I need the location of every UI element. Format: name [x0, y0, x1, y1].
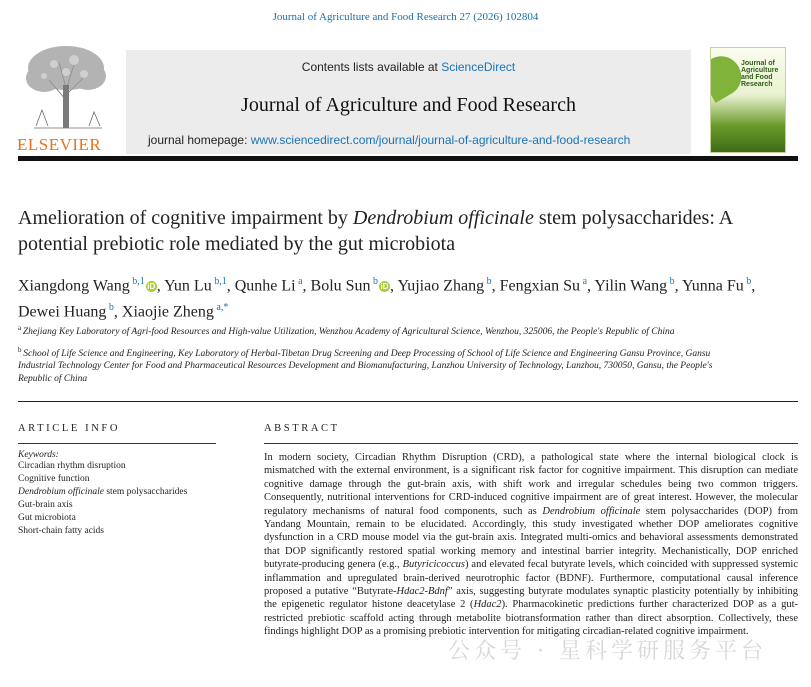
header-rule	[18, 156, 798, 161]
keyword-list	[18, 460, 216, 538]
author-name[interactable]: Yilin Wang	[594, 277, 668, 295]
author-affiliation-mark[interactable]: a	[295, 276, 303, 287]
author-name[interactable]: Yunna Fu	[681, 277, 744, 295]
title-part1: Amelioration of cognitive impairment by	[18, 207, 353, 229]
keyword-item: Cognitive function	[18, 474, 90, 484]
sciencedirect-link[interactable]: ScienceDirect	[441, 60, 516, 74]
journal-cover-thumbnail[interactable]	[710, 47, 786, 153]
author-name[interactable]: Yujiao Zhang	[397, 277, 485, 295]
journal-citation[interactable]: Journal of Agriculture and Food Research 27 (2026) 102804	[272, 11, 539, 23]
keyword-item: Gut microbiota	[18, 513, 76, 523]
orcid-icon[interactable]: iD	[147, 282, 156, 292]
title-italic: Dendrobium officinale	[352, 207, 534, 229]
elsevier-tree-icon	[14, 40, 120, 132]
watermark: 公众号 · 星科学研服务平台	[448, 639, 767, 664]
author-affiliation-mark[interactable]: a,*	[213, 302, 229, 314]
homepage-prefix: journal homepage:	[148, 133, 251, 147]
orcid-icon[interactable]: iD	[380, 282, 389, 292]
author-name[interactable]: Fengxian Su	[499, 277, 581, 295]
author-affiliation-mark[interactable]: b	[743, 276, 752, 287]
author-name[interactable]: Bolu Sun	[310, 277, 371, 295]
affiliation-mark: a	[18, 324, 23, 332]
abstract-rule	[264, 443, 798, 444]
affiliation-mark: b	[18, 345, 24, 354]
author-name[interactable]: Yun Lu	[164, 277, 212, 295]
elsevier-logo[interactable]	[14, 40, 120, 152]
article-info-rule	[18, 443, 216, 444]
keyword-item: Gut-brain axis	[18, 500, 73, 510]
contents-line	[126, 60, 691, 74]
article-info-heading: ARTICLE INFO	[18, 423, 121, 434]
cover-title: Journal of Agriculture and Food Research	[741, 60, 779, 88]
homepage-line	[148, 133, 630, 147]
journal-banner	[126, 50, 691, 154]
author-name[interactable]: Qunhe Li	[234, 277, 296, 295]
abstract-heading: ABSTRACT	[264, 423, 340, 434]
author-name[interactable]: Xiangdong Wang	[18, 277, 130, 295]
abstract-column	[264, 423, 798, 639]
author-name[interactable]: Xiaojie Zheng	[121, 303, 214, 321]
article-info-column	[18, 423, 216, 538]
keyword-item: Circadian rhythm disruption	[18, 461, 126, 471]
author-list: Xiangdong Wang $^{b,1}$ iD, Yun Lu $^{b,1}$, Qunhe Li $^a$, Bolu Sun $^b$ iD, Yujiao Zhang $^b$, Fengxian Su $^a$, Yilin Wang $^b$, Yunna Fu $^b$, Dewei Huang $^b$, Xiaojie Zheng $^{a,*}$	[18, 276, 756, 321]
author-name[interactable]: Dewei Huang	[18, 303, 107, 321]
abstract-text: In modern society, Circadian Rhythm Disruption (CRD), a pathological state where the internal biological clock is mismatched with the external environment, is a significant risk factor for cognitive impairment. This disruption can mediate cognitive damage through the gut-brain axis, with shift work and irregular schedules being two common triggers. Consequently, nutritional interventions for CRD-induced cognitive impairment are of great interest. However, the molecular regulatory mechanisms of natural food components, such as Dendrobium officinale stem polysaccharides (DOP) from Yandang Mountain, remain to be elucidated. Accordingly, this study investigated whether DOP ameliorates cognitive dysfunction in a CRD mouse model via the gut-brain axis. Integrated multi-omics and behavioral assessments demonstrated that DOP significantly restored spatial working memory and intestinal barrier integrity. Mechanistically, DOP enriched butyrate-producing genera (e.g., Butyricicoccus) and elevated fecal butyrate levels, which coincided with suppressed systemic inflammation and upregulated brain-derived neurotrophic factor (BDNF). Furthermore, computational causal inference proposed a putative “Butyrate-Hdac2-Bdnf” axis, suggesting butyrate modulates synaptic plasticity potentially by inhibiting the epigenetic regulator histone deacetylase 2 (Hdac2). Pharmacokinetic predictions further characterized DOP as a gut-restricted prebiotic scaffold acting through metabolite biotransformation rather than direct absorption. Collectively, these findings highlight DOP as a promising prebiotic intervention for mitigating circadian-related cognitive impairment.	[264, 452, 799, 638]
author-affiliation-mark[interactable]: a	[580, 276, 588, 287]
contents-prefix: Contents lists available at	[301, 60, 442, 74]
author-affiliation-mark[interactable]: b	[106, 302, 114, 314]
title-part2: stem polysaccharides: A potential prebiotic role mediated by the gut microbiota	[18, 207, 733, 255]
author-affiliation-mark[interactable]: b	[370, 276, 379, 287]
homepage-link[interactable]: www.sciencedirect.com/journal/journal-of-agriculture-and-food-research	[250, 133, 631, 147]
journal-title[interactable]: Journal of Agriculture and Food Research	[241, 94, 576, 116]
section-rule	[18, 401, 798, 402]
author-affiliation-mark[interactable]: b	[667, 276, 675, 287]
author-affiliation-mark[interactable]: b,1	[129, 276, 145, 287]
masthead	[14, 40, 798, 160]
affiliations	[18, 322, 718, 390]
affiliation-item: $^b$ School of Life Science and Engineering, Key Laboratory of Herbal-Tibetan Drug Screening and Deep Processing of School of Life Science and Engineering Gansu Province, Gansu Industrial Technology Center for Food and Pharmaceutical Resources Development and Biomanufacturing, Lanzhou University of Technology, Lanzhou, 730050, Gansu, the People's Republic of China	[18, 345, 713, 384]
keyword-item: Short-chain fatty acids	[18, 526, 105, 536]
keywords-label: Keywords:	[18, 450, 59, 460]
keyword-item: Dendrobium officinale stem polysaccharides	[18, 487, 188, 497]
article-title	[18, 205, 798, 257]
affiliation-item: $^a$ Zhejiang Key Laboratory of Agri-food Resources and High-value Utilization, Wenzhou Academy of Agricultural Science, Wenzhou, 325006, the People's Republic of China	[18, 324, 675, 338]
publisher-wordmark: ELSEVIER	[17, 135, 102, 154]
author-affiliation-mark[interactable]: b	[484, 276, 492, 287]
author-affiliation-mark[interactable]: b,1	[211, 276, 227, 287]
